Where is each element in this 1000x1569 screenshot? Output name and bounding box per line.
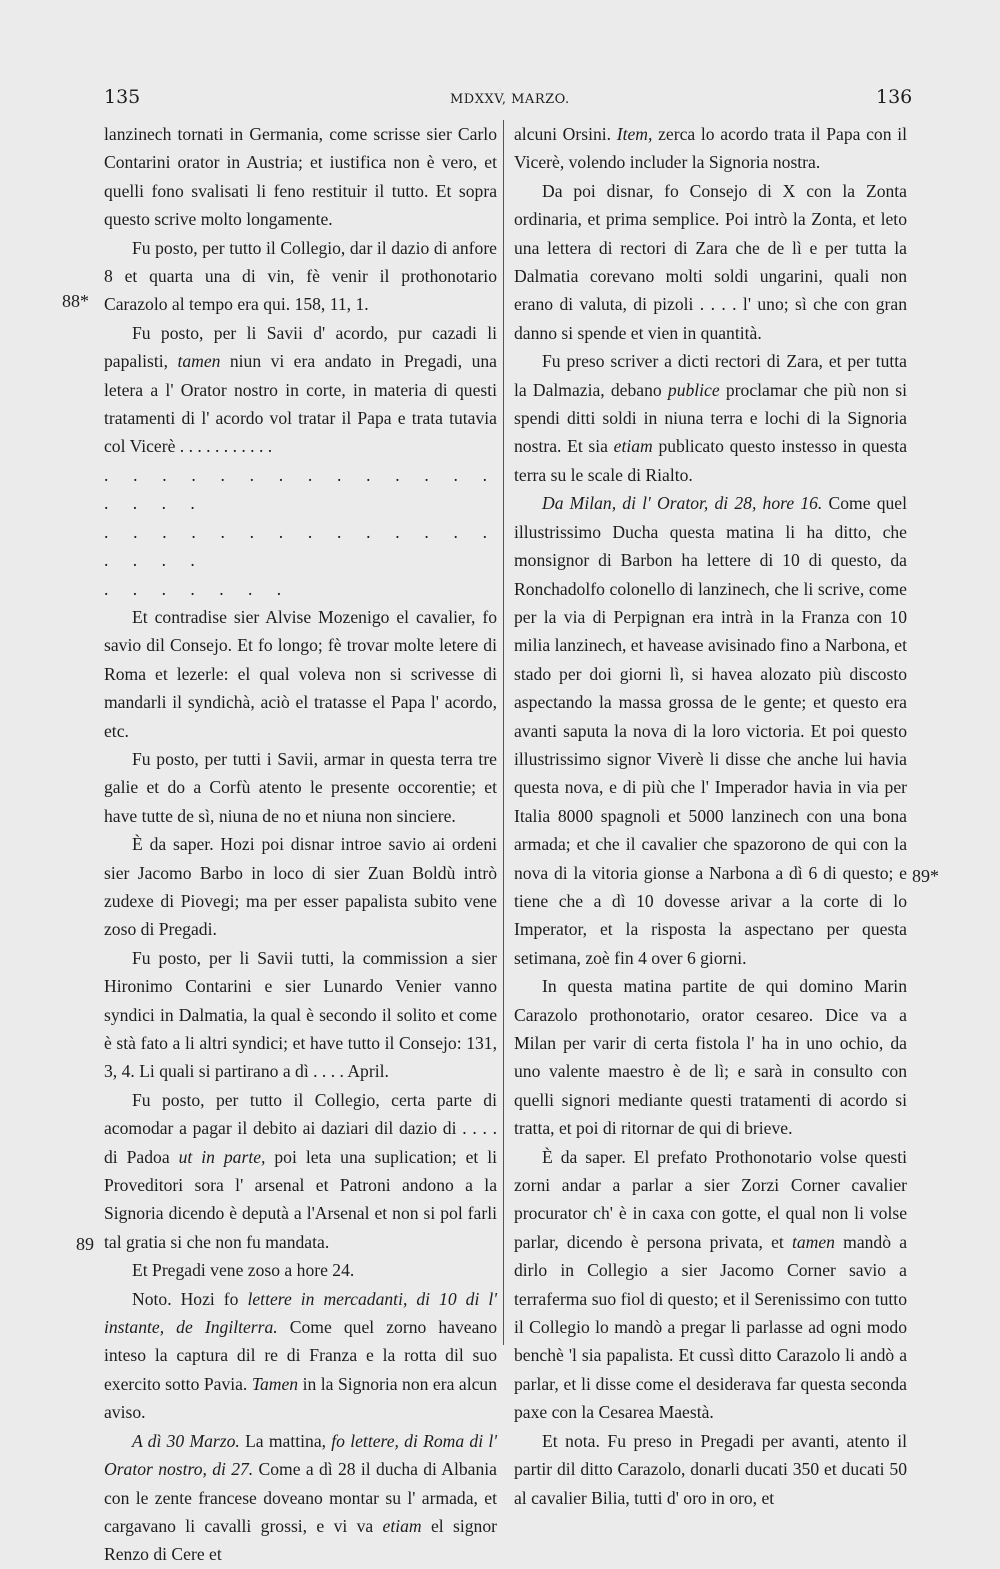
text-run: proclamar che più non si spendi ditti soldi in niuna terra e lochi di la Signoria nostra. Et sia (514, 379, 907, 457)
column-divider (503, 120, 504, 1345)
left-column-paragraph (104, 944, 497, 1086)
text-run: È da saper. El prefato Prothonotario volse questi zorni andar a parlar a sier Zorzi Corner cavalier procurator ch' è in caxa con gotte, el qual non li volse parlar, dicendo è persona privata, et (514, 1146, 907, 1252)
text-run: el signor Renzo di Cere et (104, 1515, 498, 1565)
text-run: Fu posto, per li Savii d' acordo, pur cazadi li papalisti, (104, 322, 497, 372)
right-column-paragraph (514, 120, 907, 177)
italic-text: fo lettere, di Roma di l' Orator nostro, di 27. (104, 1430, 497, 1480)
text-run: Fu posto, per tutto il Collegio, dar il dazio di anfore 8 et quarta una di vin, fè venir il prothonotario Carazolo al tempo era qui. 158, 11, 1. (104, 237, 497, 315)
left-column (104, 120, 497, 1569)
text-run: poi leta una suplication; et li Proveditori sora l' arsenal et Patroni andono a la Signoria dicendo è deputà a l'Arsenal et non si pol farli tal gratia si che non fu mandata. (104, 1146, 497, 1252)
page-header (0, 86, 1000, 116)
text-run: lanzinech tornati in Germania, come scrisse sier Carlo Contarini orator in Austria; et iustifica non è vero, et quelli fono svalisati li feno restituir il tutto. Et sopra questo scrive molto longamente. (104, 124, 497, 230)
italic-text: etiam (382, 1515, 422, 1536)
italic-text: publice (667, 379, 720, 400)
text-run: Et contradise sier Alvise Mozenigo el cavalier, fo savio dil Consejo. Et fo longo; fè trovar molte letere di Roma et lezerle: el qual voleva non si scrivesse di mandarli il syndichà, aciò el tratasse el Papa l' acordo, etc. (104, 606, 497, 741)
text-run: La mattina, (239, 1430, 332, 1451)
left-column-paragraph (104, 1285, 497, 1427)
text-run: mandò a dirlo in Collegio a sier Jacomo Corner savio a terraferma suo fiol di questo; et il Serenissimo con tutto il Collegio lo mandò a pregar li parlasse ad ogni modo benchè 'l sia papalista. Et cussì ditto Carazolo li andò a parlar, et li disse come el desiderava far questa seconda paxe con la Cesarea Maestà. (514, 1231, 908, 1423)
left-column-paragraph (104, 1086, 497, 1256)
right-page-number: 136 (876, 86, 913, 108)
text-run: Fu preso scriver a dicti rectori di Zara, et per tutta la Dalmazia, debano (514, 351, 907, 400)
text-run: . . . . . . . . . . . . . . . . . . (104, 521, 497, 571)
left-column-paragraph (104, 603, 497, 745)
left-column-paragraph (104, 319, 497, 461)
text-run: . . . . . . . . . . . . . . . . . . (104, 464, 497, 514)
left-column-paragraph (104, 575, 497, 603)
margin-number: 89 (76, 1234, 94, 1254)
left-column-paragraph (104, 120, 497, 234)
right-column-paragraph (514, 1427, 907, 1512)
text-run: Noto. Hozi fo (132, 1288, 248, 1309)
text-run: publicato questo instesso in questa terra su le scale di Rialto. (514, 436, 907, 485)
text-run: Come quel zorno haveano inteso la captura dil re di Franza e la rotta dil suo exercito sotto Pavia. (104, 1317, 497, 1394)
left-column-paragraph (104, 234, 497, 319)
italic-text: tamen (791, 1231, 835, 1252)
left-column-paragraph (104, 1256, 497, 1284)
text-run: in la Signoria non era alcun aviso. (104, 1373, 497, 1423)
right-column-paragraph (514, 972, 907, 1142)
text-run: zerca lo acordo trata il Papa con il Vicerè, volendo includer la Signoria nostra. (514, 124, 907, 173)
italic-text: tamen (177, 351, 221, 372)
text-run: Fu posto, per li Savii tutti, la commission a sier Hironimo Contarini e sier Lunardo Venier vanno syndici in Dalmatia, la qual è secondo il solito et come è stà fato a li altri syndici; et have tutto il Consejo: 131, 3, 4. Li quali si partirano a dì . . . . April. (104, 947, 497, 1082)
margin-number: 89* (912, 866, 939, 886)
running-title: MDXXV, MARZO. (450, 92, 570, 107)
right-column-paragraph (514, 347, 907, 489)
left-column-paragraph (104, 461, 497, 518)
right-column (514, 120, 907, 1512)
right-column-paragraph (514, 1143, 907, 1427)
text-run: Et Pregadi vene zoso a hore 24. (132, 1260, 355, 1281)
italic-text: Da Milan, di l' Orator, di 28, hore 16. (542, 493, 823, 514)
text-run: Fu posto, per tutto il Collegio, certa parte di acomodar a pagar il debito ai daziari dil dazio di . . . . di Padoa (104, 1089, 497, 1167)
right-column-paragraph (514, 489, 907, 972)
italic-text: etiam (613, 436, 653, 457)
text-run: niun vi era andato in Pregadi, una letera a l' Orator nostro in corte, in materia di questi tratamenti di l' acordo vol tratar il Papa e trata tutavia col Vicerè . . . . . . . . . . . (104, 351, 497, 457)
text-run: È da saper. Hozi poi disnar introe savio ai ordeni sier Jacomo Barbo in loco di sier Zuan Boldù intrò zudexe di Piovegi; ma per esser papalista subito vene zoso di Pregadi. (104, 834, 497, 940)
text-run: Fu posto, per tutti i Savii, armar in questa terra tre galie et do a Corfù atento le presente occorentie; et have tutte de sì, niuna de no et niuna non sinciere. (104, 748, 497, 826)
italic-text: lettere in mercadanti, di 10 di l' instante, de Ingilterra. (104, 1288, 498, 1338)
left-column-paragraph (104, 745, 497, 830)
text-run: Come quel illustrissimo Ducha questa matina li ha ditto, che monsignor di Barbon ha lettere di 10 di questo, da Ronchadolfo colonello di lanzinech, che li scrive, come per la via di Perpignan era intrà in la Franza con 10 milia lanzinech, et havease avisinado fino a Narbona, et stado per doi giorni lì, si havea alozato più discosto aspectando la massa grossa de le gente; et questo era avanti saputa la nova di la loro victoria. Et poi questo illustrissimo signor Viverè li disse che anche lui havia questa nova, e di più che l' Imperador havia in via per Italia 8000 spagnoli et 5000 lanzinech con una bona armada; et che il cavalier che spazorono de qui con la nova di la vitoria gionse a Narbona a dì 6 di questo; e tiene che a dì 10 dovesse arivar a la corte di lo Imperator, et la risposta la aspectano per questa setimana, zoè fin 4 over 6 giorni. (514, 493, 907, 968)
left-column-paragraph (104, 1427, 497, 1569)
text-run: Et nota. Fu preso in Pregadi per avanti, atento il partir dil ditto Carazolo, donarli ducati 350 et ducati 50 al cavalier Bilia, tutti d' oro in oro, et (514, 1430, 907, 1508)
italic-text: Tamen (251, 1373, 299, 1394)
right-column-paragraph (514, 177, 907, 347)
left-page-number: 135 (104, 86, 141, 108)
text-run: . . . . . . . (104, 578, 292, 599)
italic-text: A dì 30 Marzo. (132, 1430, 240, 1451)
text-run: alcuni Orsini. (514, 124, 617, 144)
left-column-paragraph (104, 518, 497, 575)
left-column-paragraph (104, 830, 497, 944)
text-run: Come a dì 28 il ducha di Albania con le zente francese doveano montar su l' armada, et cargavano li cavalli grossi, e vi va (104, 1459, 497, 1536)
italic-text: ut in parte, (178, 1146, 266, 1167)
text-run: Da poi disnar, fo Consejo di X con la Zonta ordinaria, et prima semplice. Poi intrò la Zonta, et leto una lettera di rectori di Zara che de lì e per tutta la Dalmatia corevano molti soldi ungarini, quali non erano di valuta, di pizoli . . . . l' uno; sì che con gran danno si spende et vien in quantità. (514, 180, 907, 343)
text-run: In questa matina partite de qui domino Marin Carazolo prothonotario, orator cesareo. Dice va a Milan per varir di certa fistola l' ha in uno ochio, da uno valente maestro è de lì; e sarà in consulto con quelli signori mediante questi tratamenti di acordo si tratta, et poi di ritornar de qui di brieve. (514, 976, 907, 1139)
italic-text: Item, (616, 124, 653, 144)
margin-number: 88* (62, 291, 89, 311)
